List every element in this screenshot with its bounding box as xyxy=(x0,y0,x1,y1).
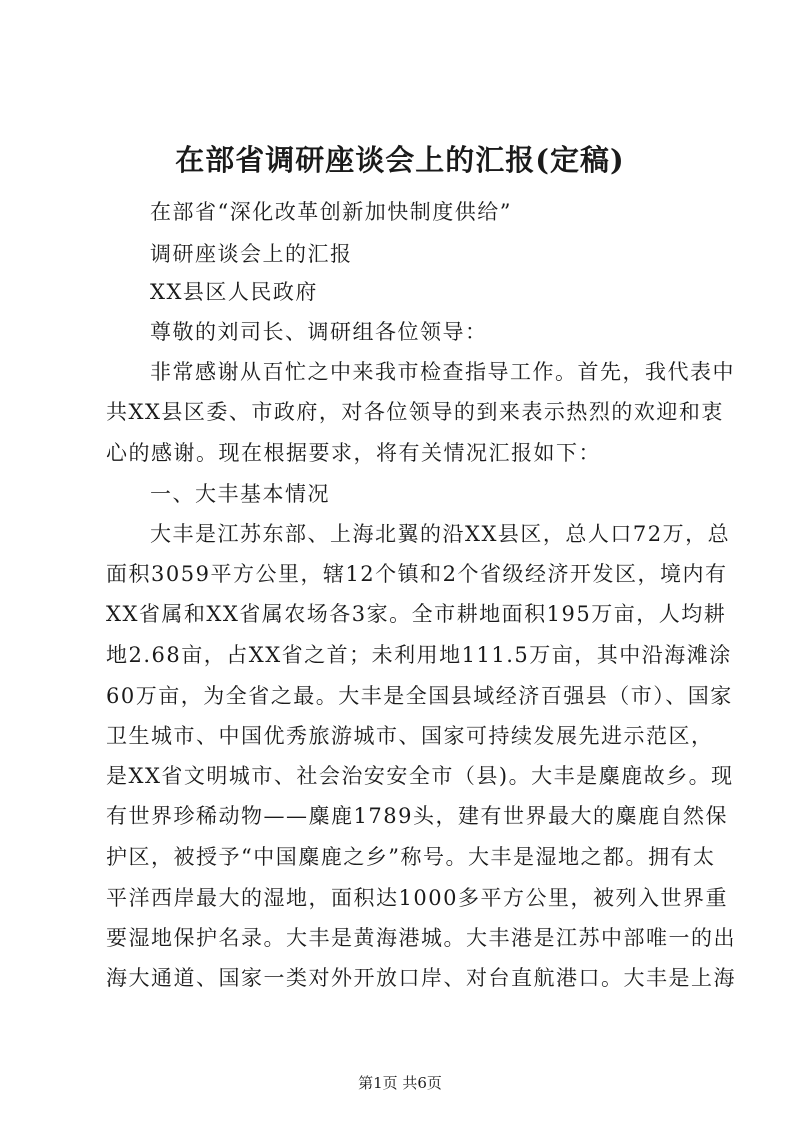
body-line: 大丰是江苏东部、上海北翼的沿XX县区，总人口72万，总 xyxy=(150,522,731,546)
body-line: 心的感谢。现在根据要求，将有关情况汇报如下： xyxy=(106,441,601,465)
body-line: 60万亩，为全省之最。大丰是全国县域经济百强县（市）、国家 xyxy=(106,684,733,708)
body-line: 海大通道、国家一类对外开放口岸、对台直航港口。大丰是上海 xyxy=(106,966,736,990)
body-line: 平洋西岸最大的湿地，面积达1000多平方公里，被列入世界重 xyxy=(106,886,728,910)
body-line: 非常感谢从百忙之中来我市检查指导工作。首先，我代表中 xyxy=(150,360,735,384)
section-heading: 一、大丰基本情况 xyxy=(150,482,330,506)
body-line: 护区，被授予“中国麋鹿之乡”称号。大丰是湿地之都。拥有太 xyxy=(106,845,716,869)
salutation-line: 尊敬的刘司长、调研组各位领导： xyxy=(150,320,488,344)
subtitle-line-1: 在部省“深化改革创新加快制度供给” xyxy=(150,200,512,224)
body-line: 卫生城市、中国优秀旅游城市、国家可持续发展先进示范区， xyxy=(106,724,714,748)
body-line: 是XX省文明城市、社会治安安全市（县)。大丰是麋鹿故乡。现 xyxy=(106,764,734,788)
subtitle-line-2: 调研座谈会上的汇报 xyxy=(150,242,353,266)
body-line: XX省属和XX省属农场各3家。全市耕地面积195万亩，人均耕 xyxy=(106,602,727,626)
body-line: 共XX县区委、市政府，对各位领导的到来表示热烈的欢迎和衷 xyxy=(106,400,724,424)
body-line: 地2.68亩，占XX省之首；未利用地111.5万亩，其中沿海滩涂 xyxy=(106,643,732,667)
issuer-line: XX县区人民政府 xyxy=(150,280,318,304)
body-line: 有世界珍稀动物——麋鹿1789头，建有世界最大的麋鹿自然保 xyxy=(106,804,728,828)
body-line: 要湿地保护名录。大丰是黄海港城。大丰港是江苏中部唯一的出 xyxy=(106,926,736,950)
document-title: 在部省调研座谈会上的汇报(定稿) xyxy=(175,143,625,177)
page-footer: 第1页 共6页 xyxy=(358,1074,442,1092)
body-line: 面积3059平方公里，辖12个镇和2个省级经济开发区，境内有 xyxy=(106,562,728,586)
